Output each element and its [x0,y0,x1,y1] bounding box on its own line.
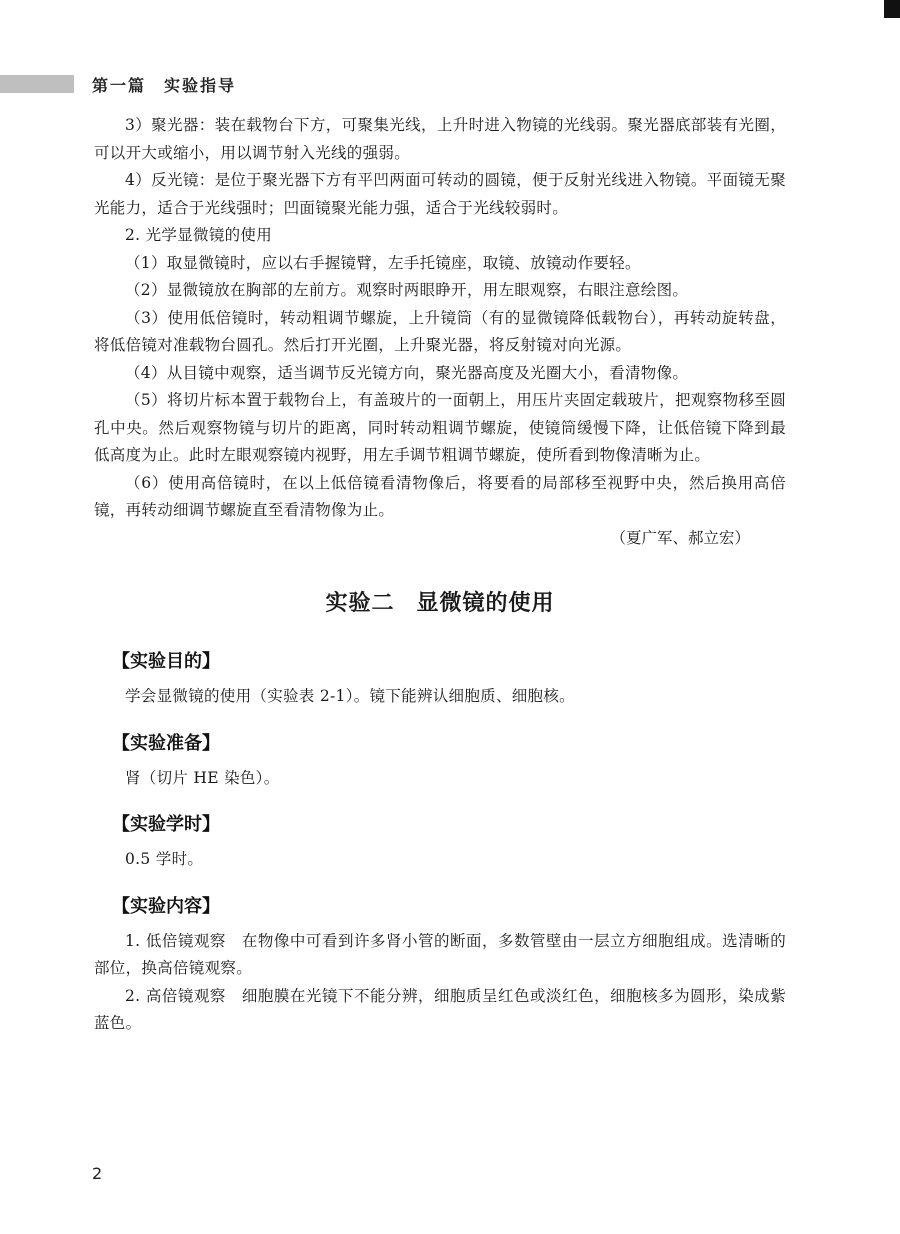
section-text-purpose: 学会显微镜的使用（实验表 2-1）。镜下能辨认细胞质、细胞核。 [125,687,575,705]
paragraph-usage-heading: 2. 光学显微镜的使用 [125,226,273,244]
paragraph-condenser: 3）聚光器：装在载物台下方，可聚集光线，上升时进入物镜的光线弱。聚光器底部装有光圈，可以开大或缩小，用以调节射入光线的强弱。 [94,116,786,162]
paragraph-step-1: （1）取显微镜时，应以右手握镜臂，左手托镜座，取镜、放镜动作要轻。 [125,253,641,272]
experiment-name: 显微镜的使用 [416,590,555,616]
page-number: 2 [92,1164,103,1183]
section-heading-purpose: 【实验目的】 [112,651,220,672]
section-heading-content: 【实验内容】 [112,895,220,917]
experiment-number: 实验二 [325,590,395,616]
section-text-hours: 0.5 学时。 [125,850,204,868]
section-heading-hours: 【实验学时】 [112,814,220,835]
page-content [94,112,786,1038]
content-item-low-power: 1. 低倍镜观察 在物像中可看到许多肾小管的断面，多数管壁由一层立方细胞组成。选清晰的部位，换高倍镜观察。 [94,931,786,977]
content-item-high-power: 2. 高倍镜观察 细胞膜在光镜下不能分辨，细胞质呈红色或淡红色，细胞核多为圆形，染成紫蓝色。 [94,986,786,1032]
experiment-title [94,586,786,617]
paragraph-step-6: （6）使用高倍镜时，在以上低倍镜看清物像后，将要看的局部移至视野中央，然后换用高倍镜，再转动细调节螺旋直至看清物像为止。 [94,473,786,519]
paragraph-step-2: （2）显微镜放在胸部的左前方。观察时两眼睁开，用左眼观察，右眼注意绘图。 [125,281,689,299]
running-header: 第一篇 实验指导 [92,76,237,95]
corner-crop-mark [884,0,900,18]
paragraph-step-4: （4）从目镜中观察，适当调节反光镜方向，聚光器高度及光圈大小，看清物像。 [125,363,689,382]
section-text-preparation: 肾（切片 HE 染色）。 [125,768,280,787]
paragraph-step-5: （5）将切片标本置于载物台上，有盖玻片的一面朝上，用压片夹固定载玻片，把观察物移至圆孔中央。然后观察物镜与切片的距离，同时转动粗调节螺旋，使镜筒缓慢下降，让低倍镜下降到最低高度为止。此时左眼观察镜内视野，用左手调节粗调节螺旋，使所看到物像清晰为止。 [94,391,786,464]
paragraph-mirror: 4）反光镜：是位于聚光器下方有平凹两面可转动的圆镜，便于反射光线进入物镜。平面镜无聚光能力，适合于光线强时；凹面镜聚光能力强，适合于光线较弱时。 [94,171,786,217]
author-signature: （夏广军、郝立宏） [610,528,750,547]
header-bar [0,75,74,93]
paragraph-step-3: （3）使用低倍镜时，转动粗调节螺旋，上升镜筒（有的显微镜降低载物台），再转动旋转盘，将低倍镜对准载物台圆孔。然后打开光圈，上升聚光器，将反射镜对向光源。 [94,308,786,354]
section-heading-preparation: 【实验准备】 [112,732,220,754]
